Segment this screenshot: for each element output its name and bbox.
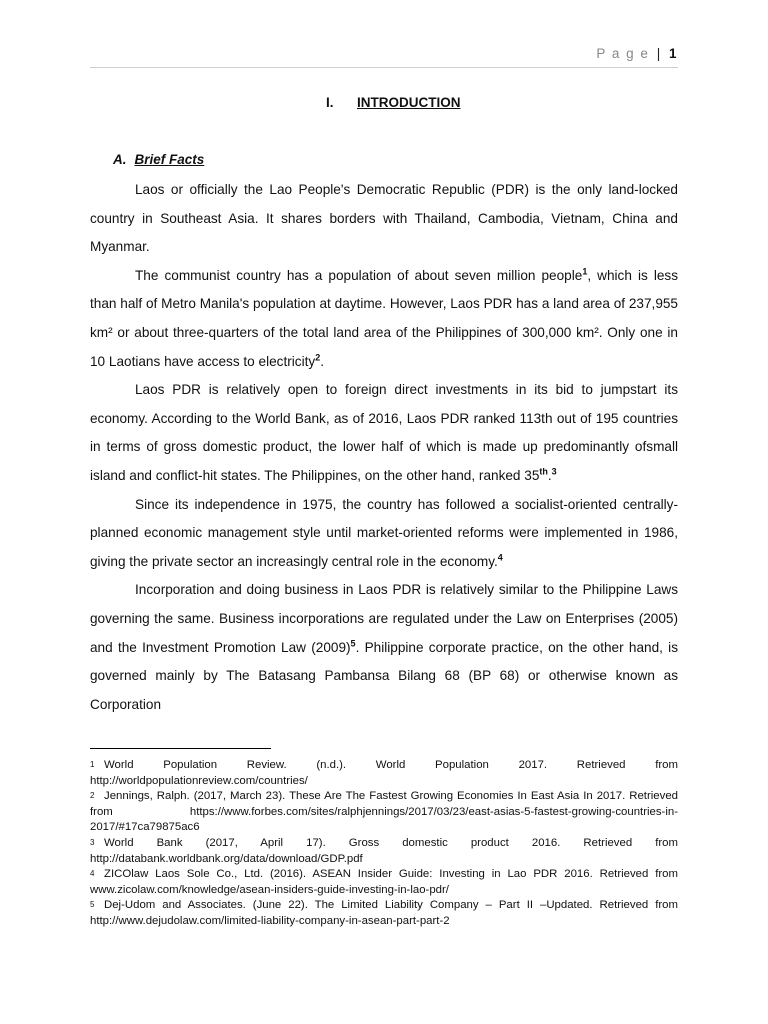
page-number: 1 xyxy=(668,46,678,61)
footnote-ref-3[interactable]: 3 xyxy=(551,466,557,477)
footnote-mark: 1 xyxy=(90,760,95,769)
paragraph-3-text-b: . xyxy=(547,467,552,483)
paragraph-3 xyxy=(90,376,678,490)
paragraph-4-text: Since its independence in 1975, the country has followed a socialist-oriented centrally-planned economic management style until market-oriented reforms were implemented in 1986, giving the private sector an increasingly central role in the economy. xyxy=(90,496,678,569)
page-label: P a g e xyxy=(596,46,650,61)
subsection-heading xyxy=(113,152,204,167)
paragraph-3-text-a: Laos PDR is relatively open to foreign direct investments in its bid to jumpstart its economy. According to the World Bank, as of 2016, Laos PDR ranked 113th out of 195 countries in terms of gross domestic product, the lower half of which is made up predominantly ofsmall island and conflict-hit states. The Philippines, on the other hand, ranked 35 xyxy=(90,382,678,483)
footnote-item xyxy=(90,789,678,836)
footnote-mark: 2 xyxy=(90,791,95,801)
footnotes xyxy=(90,758,678,930)
footnote-text: World Bank (2017, April 17). Gross domestic product 2016. Retrieved from http://databank.worldbank.org/data/download/GDP.pdf xyxy=(90,836,678,865)
header-divider xyxy=(90,67,678,68)
footnote-mark: 4 xyxy=(90,869,95,879)
subsection-title: Brief Facts xyxy=(134,152,205,167)
section-numeral: I. xyxy=(326,95,334,110)
footnote-separator xyxy=(90,748,271,749)
footnote-ref-5[interactable]: 5 xyxy=(350,637,356,648)
ordinal-suffix: th xyxy=(539,466,548,477)
paragraph-2-text-a: The communist country has a population of about seven million people xyxy=(135,267,583,283)
paragraph-5-text-a: Incorporation and doing business in Laos PDR is relatively similar to the Philippine Laws governing the same. Business incorporations are regulated under the Law on Enterprises (2005) and the Investment Promotion Law (2009) xyxy=(90,582,678,655)
paragraph-2-text-c: . xyxy=(320,353,324,369)
footnote-item xyxy=(90,758,678,789)
paragraph-1-text: Laos or officially the Lao People's Democratic Republic (PDR) is the only land-locked country in Southeast Asia. It shares borders with Thailand, Cambodia, Vietnam, China and Myanmar. xyxy=(90,182,678,255)
paragraph-2-text-b: , which is less than half of Metro Manila's population at daytime. However, Laos PDR has a land area of 237,955 km² or about three-quarters of the total land area of the Philippines of 300,000 km². Only one in 10 Laotians have access to electricity xyxy=(90,267,678,369)
page-separator: | xyxy=(656,46,662,61)
footnote-ref-4[interactable]: 4 xyxy=(497,552,503,563)
paragraph-1 xyxy=(90,176,678,262)
subsection-letter: A. xyxy=(113,152,127,167)
page-number-header xyxy=(596,46,678,61)
paragraph-2 xyxy=(90,262,678,376)
footnote-text: Dej-Udom and Associates. (June 22). The Limited Liability Company – Part II –Updated. Retrieved from http://www.dejudolaw.com/limited-liability-company-in-asean-part-part-2 xyxy=(90,899,678,927)
body-text xyxy=(90,176,678,719)
section-title: INTRODUCTION xyxy=(357,95,461,110)
footnote-mark: 5 xyxy=(90,900,95,910)
footnote-item xyxy=(90,898,678,929)
footnote-ref-2[interactable]: 2 xyxy=(315,352,321,363)
footnote-text: ZICOlaw Laos Sole Co., Ltd. (2016). ASEAN Insider Guide: Investing in Lao PDR 2016. Retrieved from www.zicolaw.com/knowledge/asean-insiders-guide-investing-in-lao-pdr/ xyxy=(90,868,678,896)
footnote-text: World Population Review. (n.d.). World Population 2017. Retrieved from http://worldpopulationreview.com/countries/ xyxy=(90,759,678,787)
footnote-item xyxy=(90,867,678,898)
paragraph-4 xyxy=(90,491,678,577)
footnote-text: Jennings, Ralph. (2017, March 23). These Are The Fastest Growing Economies In East Asia In 2017. Retrieved from https://www.forbes.com/sites/ralphjennings/2017/03/23/east-asias-5-fastest-growing-countries-in-2017/#17ca79875ac6 xyxy=(90,790,678,834)
footnote-item xyxy=(90,836,678,867)
paragraph-5 xyxy=(90,576,678,719)
paragraph-5-text-b: . Philippine corporate practice, on the other hand, is governed mainly by The Batasang Pambansa Bilang 68 (BP 68) or otherwise known as Corporation xyxy=(90,639,678,712)
footnote-ref-1[interactable]: 1 xyxy=(582,266,588,277)
footnote-mark: 3 xyxy=(90,837,95,847)
